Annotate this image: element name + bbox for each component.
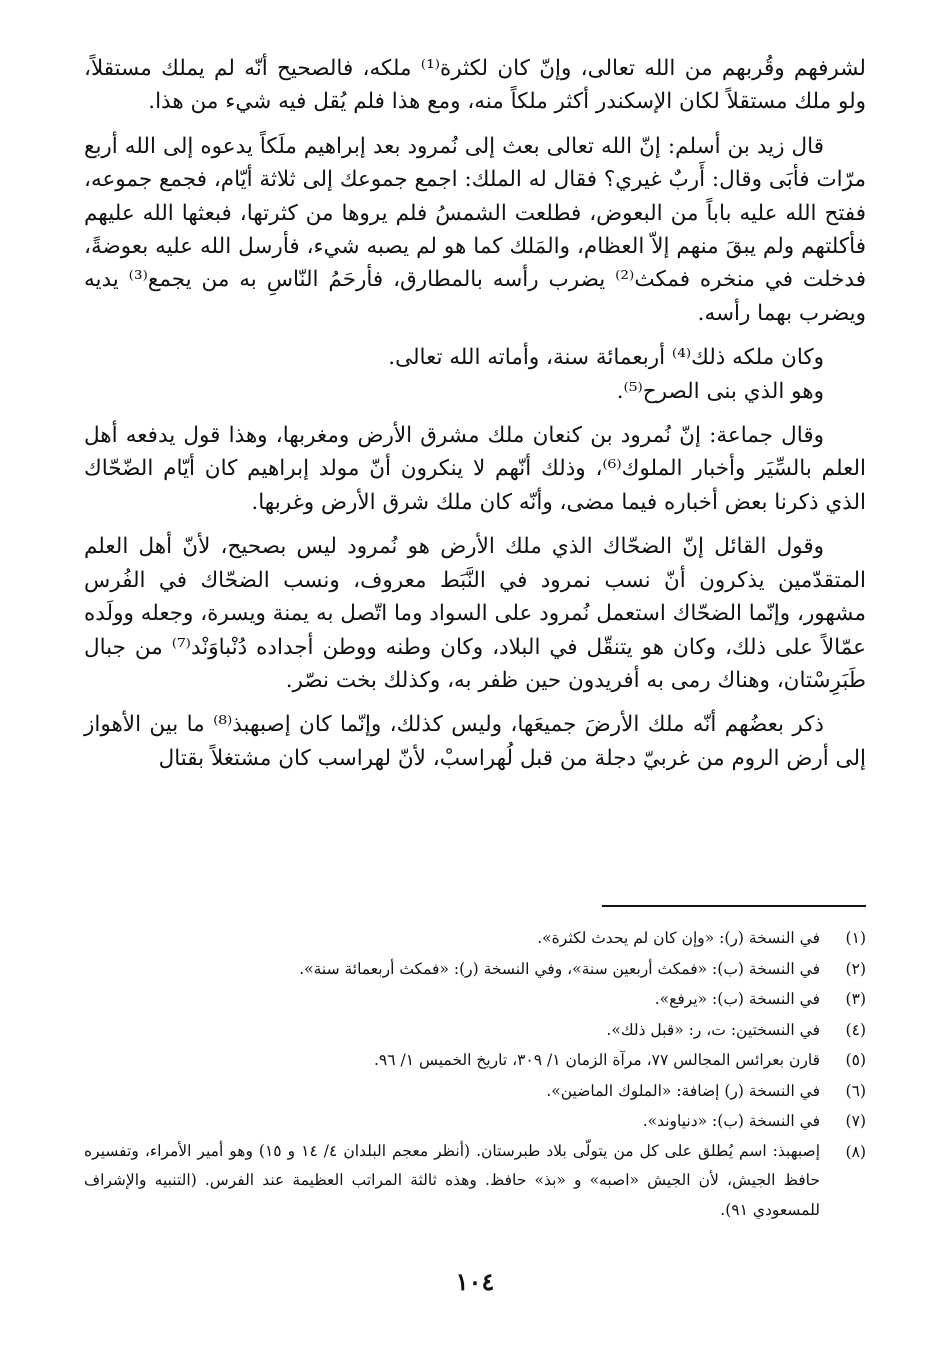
footnote-text: في النسختين: ت، ر: «قبل ذلك». <box>606 1020 820 1039</box>
footnote-number: (٢) <box>845 959 866 978</box>
paragraph-1: لشرفهم وقُربهم من الله تعالى، وإنّ كان لكثرة⁽¹⁾ ملكه، فالصحيح أنّه لم يملك مستقلاً، ولو ملك مستقلاً لكان الإسكندر أكثر ملكاً منه، ومع هذا فلم يُقل فيه شيء من هذا. <box>84 56 866 115</box>
footnote <box>84 1106 866 1137</box>
footnote-number: (٧) <box>845 1112 866 1130</box>
footnote-number: (٦) <box>845 1081 866 1100</box>
paragraph-3: وكان ملكه ذلك⁽⁴⁾ أربعمائة سنة، وأماته الله تعالى. <box>388 345 824 371</box>
paragraph-5: وقال جماعة: إنّ نُمرود بن كنعان ملك مشرق الأرض ومغربها، وهذا قول يدفعه أهل العلم بالسِّيَر وأخبار الملوك⁽⁶⁾، وذلك أنّهم لا ينكرون أنّ مولد إبراهيم كان أيّام الضّحّاك الذي ذكرنا بعض أخباره فيما مضى، وأنّه كان ملك شرق الأرض وغربها. <box>84 423 866 515</box>
footnote <box>84 1045 866 1076</box>
footnote-text: في النسخة (ر) إضافة: «الملوك الماضين». <box>546 1081 820 1100</box>
footnote-text: في النسخة (ب): «يرفع». <box>654 990 820 1008</box>
footnote-number: (٨) <box>845 1142 866 1161</box>
page-number: ١٠٤ <box>455 1267 495 1296</box>
paragraph-6: وقول القائل إنّ الضحّاك الذي ملك الأرض هو نُمرود ليس بصحيح، لأنّ أهل العلم المتقدّمين يذكرون أنّ نسب نمرود في النَّبَط معروف، ونسب الضحّاك في الفُرس مشهور، وإنّما الضحّاك استعمل نُمرود على السواد وما اتّصل به يمنة ويسرة، وجعله وولَده عمّالاً على ذلك، وكان هو يتنقّل في البلاد، وكان وطنه ووطن أجداده دُنْباوَنْد⁽⁷⁾ من جبال طَبَرِسْتان، وهناك رمى به أفريدون حين ظفر به، وكذلك بخت نصّر. <box>84 534 866 693</box>
footnote-number: (٤) <box>845 1020 866 1039</box>
footnote-separator <box>602 905 866 907</box>
footnote-text: قارن بعرائس المجالس ٧٧، مرآة الزمان ١/ ٣٠٩، تاريخ الخميس ١/ ٩٦. <box>373 1051 820 1069</box>
footnote-text: في النسخة (ر): «وإن كان لم يحدث لكثرة». <box>537 929 820 947</box>
footnote <box>84 984 866 1015</box>
paragraph-4: وهو الذي بنى الصرح⁽⁵⁾. <box>616 378 824 404</box>
paragraph-2: قال زيد بن أسلم: إنّ الله تعالى بعث إلى نُمرود بعد إبراهيم ملَكاً يدعوه إلى الله أربع مرّات فأبَى وقال: أَربٌ غيري؟ فقال له الملك: اجمع جموعك إلى ثلاثة أيّام، فجمع جموعه، ففتح الله عليه باباً من البعوض، فطلعت الشمسُ فلم يروها من كثرتها، فبعثها الله عليهم فأكلتهم ولم يبقَ منهم إلاّ العظام، والمَلك كما هو لم يصبه شيء، فأرسل الله عليه بعوضةً، فدخلت في منخره فمكث⁽²⁾ يضرب رأسه بالمطارق، فأرحَمُ النّاسِ به من يجمع⁽³⁾ يديه ويضرب بهما رأسه. <box>84 133 866 326</box>
footnote <box>84 954 866 985</box>
footnote-text: في النسخة (ب): «فمكث أربعين سنة»، وفي النسخة (ر): «فمكث أربعمائة سنة». <box>299 959 820 978</box>
footnote <box>84 1015 866 1046</box>
document-page <box>84 52 866 1342</box>
footnotes <box>84 923 866 1225</box>
footnote-number: (١) <box>845 929 866 947</box>
footnote-text: في النسخة (ب): «دنياوند». <box>642 1112 820 1130</box>
footnote-number: (٥) <box>845 1051 866 1069</box>
body-text <box>84 52 866 775</box>
footnote-text: إصبهبذ: اسم يُطلق على كل من يتولّى بلاد طبرستان. (أنظر معجم البلدان ٤/ ١٤ و ١٥) وهو أمير الأمراء، وتفسيره حافظ الجيش، لأن الجيش «اصبه» و «بذ» حافظ. وهذه ثالثة المراتب العظيمة عند الفرس. (التنبيه والإشراف للمسعودي ٩١). <box>84 1141 820 1219</box>
footnote <box>84 1137 866 1226</box>
paragraph-7: ذكر بعضُهم أنّه ملك الأرضَ جميعَها، وليس كذلك، وإنّما كان إصبهبذ⁽⁸⁾ ما بين الأهواز إلى أرض الروم من غربيّ دجلة من قبل لُهراسبْ، لأنّ لهراسب كان مشتغلاً بقتال <box>84 712 866 771</box>
footnote <box>84 923 866 954</box>
footnote-number: (٣) <box>845 990 866 1008</box>
footnote <box>84 1076 866 1107</box>
